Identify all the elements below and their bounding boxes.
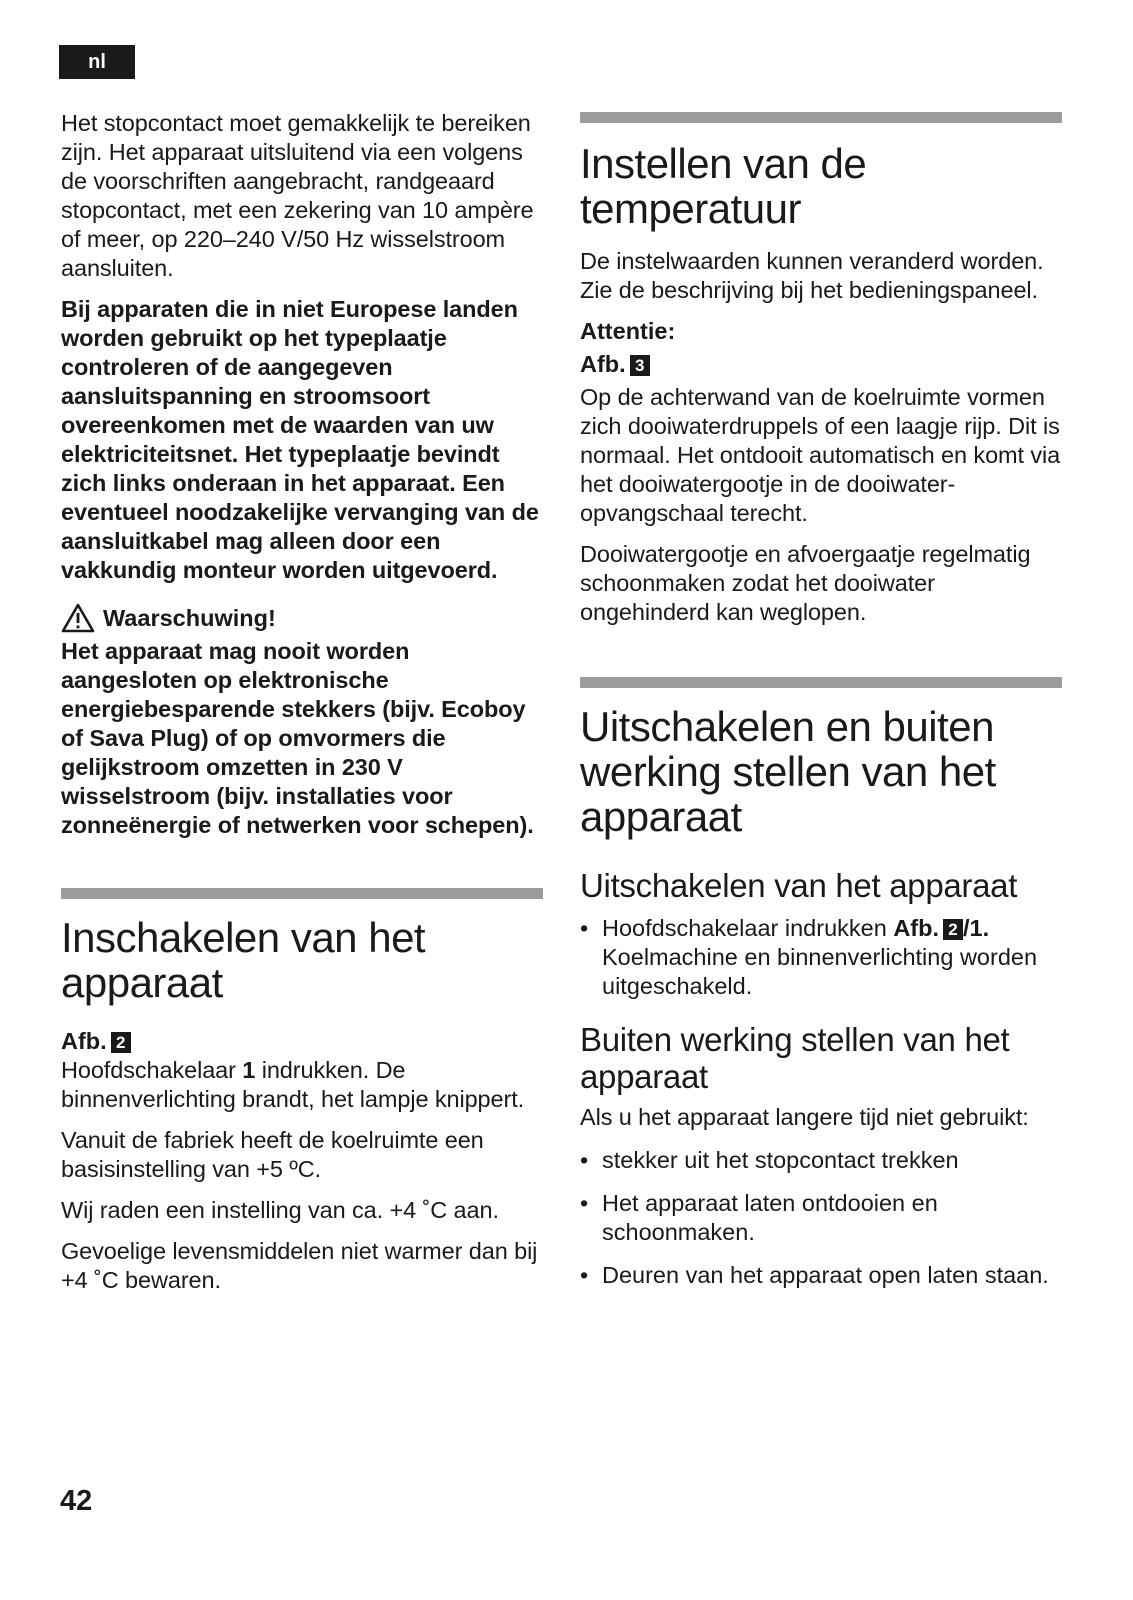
decommission-list	[580, 1146, 1065, 1290]
long-absence-intro: Als u het apparaat langere tijd niet gebruikt:	[580, 1104, 1029, 1130]
attentie-label: Attentie:	[580, 318, 676, 344]
defrost-paragraph: Op de achterwand van de koelruimte vormen zich dooiwaterdruppels of een laagje rijp. Dit is normaal. Het ontdooit automatisch en komt via het dooiwatergootje in de dooiwater-opvangschaal terecht.	[580, 384, 1061, 526]
warning-title: Waarschuwing!	[103, 604, 276, 631]
section-rule	[580, 677, 1062, 688]
cleaning-paragraph: Dooiwatergootje en afvoergaatje regelmatig schoonmaken zodat het dooiwater ongehinderd kan weglopen.	[580, 541, 1031, 625]
subsection-title-uitschakelen: Uitschakelen van het apparaat	[580, 867, 1018, 904]
afb-reference: Afb. 3	[580, 350, 1065, 379]
sensitive-food-paragraph: Gevoelige levensmiddelen niet warmer dan bij +4 ˚C bewaren.	[61, 1238, 538, 1293]
section-rule	[580, 112, 1062, 123]
non-europe-notice: Bij apparaten die in niet Europese landen worden gebruikt op het typeplaatje controleren of de aangegeven aansluitspanning en stroomsoort overeenkomen met de waarden van uw elektriciteitsnet. Het typeplaatje bevindt zich links onderaan in het apparaat. Een eventueel noodzakelijke vervanging van de aansluitkabel mag alleen door een vakkundig monteur worden uitgevoerd.	[61, 296, 539, 583]
factory-setting-paragraph: Vanuit de fabriek heeft de koelruimte een basisinstelling van +5 ºC.	[61, 1127, 484, 1182]
figure-number-badge: 2	[111, 1032, 131, 1053]
afb-reference: Afb. 2	[61, 1027, 546, 1056]
settings-paragraph: De instelwaarden kunnen veranderd worden. Zie de beschrijving bij het bedieningspaneel.	[580, 248, 1044, 303]
language-tab: nl	[59, 45, 135, 79]
subsection-title-buiten-werking: Buiten werking stellen van het apparaat	[580, 1021, 1010, 1095]
left-column	[61, 109, 546, 1307]
section-title-inschakelen: Inschakelen van het apparaat	[61, 914, 426, 1006]
warning-heading	[61, 603, 546, 633]
section-rule	[61, 888, 543, 899]
figure-number-badge: 3	[630, 355, 650, 376]
section-title-uitschakelen: Uitschakelen en buiten werking stellen van het apparaat	[580, 703, 996, 840]
list-item: • stekker uit het stopcontact trekken	[580, 1147, 959, 1173]
page-number: 42	[60, 1485, 93, 1517]
warning-text: Het apparaat mag nooit worden aangesloten op elektronische energiebesparende stekkers (bijv. Ecoboy of Sava Plug) of op omvormers die gelijkstroom omzetten in 230 V wisselstroom (bijv. installaties voor zonneënergie of netwerken voor schepen).	[61, 638, 534, 838]
right-column	[580, 112, 1065, 1304]
list-item: • Deuren van het apparaat open laten staan.	[580, 1262, 1049, 1288]
list-item: • Hoofdschakelaar indrukken Afb. 2 /1. Koelmachine en binnenverlichting worden uitgeschakeld.	[580, 915, 1038, 999]
list-item: • Het apparaat laten ontdooien en schoonmaken.	[580, 1190, 938, 1245]
section-title-temperatuur: Instellen van de temperatuur	[580, 140, 867, 232]
main-switch-paragraph: Hoofdschakelaar 1 indrukken. De binnenverlichting brandt, het lampje knippert.	[61, 1057, 525, 1112]
switch-off-list	[580, 914, 1065, 1001]
recommended-setting-paragraph: Wij raden een instelling van ca. +4 ˚C aan.	[61, 1197, 499, 1223]
warning-triangle-icon	[61, 603, 95, 633]
connection-paragraph: Het stopcontact moet gemakkelijk te bereiken zijn. Het apparaat uitsluitend via een volgens de voorschriften aangebracht, randgeaard stopcontact, met een zekering van 10 ampère of meer, op 220–240 V/50 Hz wisselstroom aansluiten.	[61, 110, 534, 281]
figure-number-badge: 2	[943, 919, 963, 940]
